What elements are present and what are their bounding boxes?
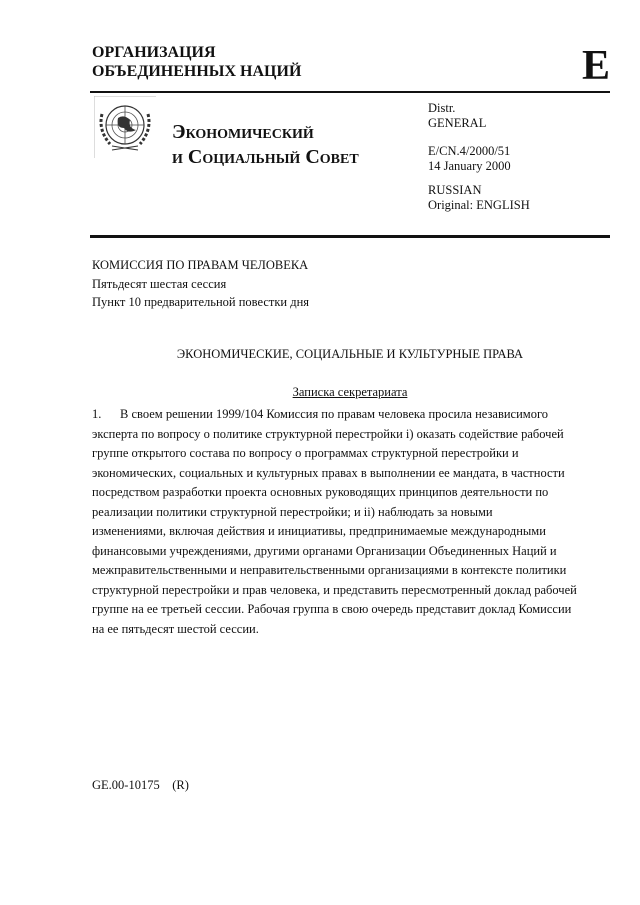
top-divider — [90, 91, 610, 93]
paragraph-line: посредством разработки проекта основных руководящих принципов деятельности по — [92, 485, 549, 499]
document-subtitle: Записка секретариата — [292, 385, 408, 399]
commission-name: КОМИССИЯ ПО ПРАВАМ ЧЕЛОВЕКА — [92, 258, 309, 272]
distr-label: Distr. — [428, 101, 456, 115]
distribution-value: GENERAL — [428, 115, 487, 130]
original-language: Original: ENGLISH — [428, 197, 530, 212]
paragraph-line: экономических, социальных и культурных правах в выполнении ее мандата, в частности — [92, 465, 565, 480]
document-title: ЭКОНОМИЧЕСКИЕ, СОЦИАЛЬНЫЕ И КУЛЬТУРНЫЕ ПРАВА — [176, 347, 524, 361]
paragraph-line: на ее пятьдесят шестой сессии. — [92, 621, 259, 636]
paragraph-line: группе на ее третьей сессии. Рабочая группа в свою очередь представит доклад Комиссии — [92, 602, 572, 616]
paragraph-line: изменениями, включая действия и инициативы, предпринимаемые международными — [92, 524, 546, 538]
paragraph-number: 1. — [92, 407, 102, 421]
job-number: GE.00-10175 (R) — [92, 778, 189, 792]
commission-block — [92, 256, 309, 312]
organization-name — [92, 43, 301, 81]
council-line: Экономический — [172, 121, 314, 143]
agenda-item: Пункт 10 предварительной повестки дня — [92, 295, 310, 309]
paragraph-line: В своем решении 1999/104 Комиссия по правам человека просила независимого — [120, 407, 549, 421]
language-block — [428, 183, 530, 212]
council-line: и Социальный Совет — [172, 146, 359, 168]
language-letter: E — [581, 43, 610, 89]
paragraph-1 — [92, 405, 577, 639]
org-line: ОРГАНИЗАЦИЯ — [92, 44, 216, 61]
document-date: 14 January 2000 — [428, 158, 511, 173]
document-language: RUSSIAN — [428, 183, 482, 197]
paragraph-line: финансовыми учреждениями, другими органами Организации Объединенных Наций и — [92, 543, 557, 558]
commission-session: Пятьдесят шестая сессия — [92, 276, 227, 291]
distribution-block — [428, 101, 486, 130]
paragraph-line: реализации политики структурной перестройки; и ii) наблюдать за новыми — [92, 504, 493, 519]
council-name — [172, 120, 359, 170]
paragraph-line: структурной перестройки и прав человека, и представить пересмотренный доклад рабочей — [92, 582, 577, 597]
org-line: ОБЪЕДИНЕННЫХ НАЦИЙ — [92, 63, 302, 80]
paragraph-line: эксперта по вопросу о политике структурной перестройки i) оказать содействие рабочей — [92, 426, 564, 441]
un-emblem-icon — [94, 96, 156, 158]
header-divider — [90, 235, 610, 238]
document-symbol: E/CN.4/2000/51 — [428, 144, 511, 158]
symbol-block — [428, 144, 511, 173]
paragraph-line: группе открытого состава по вопросу о программах структурной перестройки и — [92, 446, 519, 460]
paragraph-line: межправительственными и неправительственными организациями в контексте политики — [92, 563, 567, 577]
